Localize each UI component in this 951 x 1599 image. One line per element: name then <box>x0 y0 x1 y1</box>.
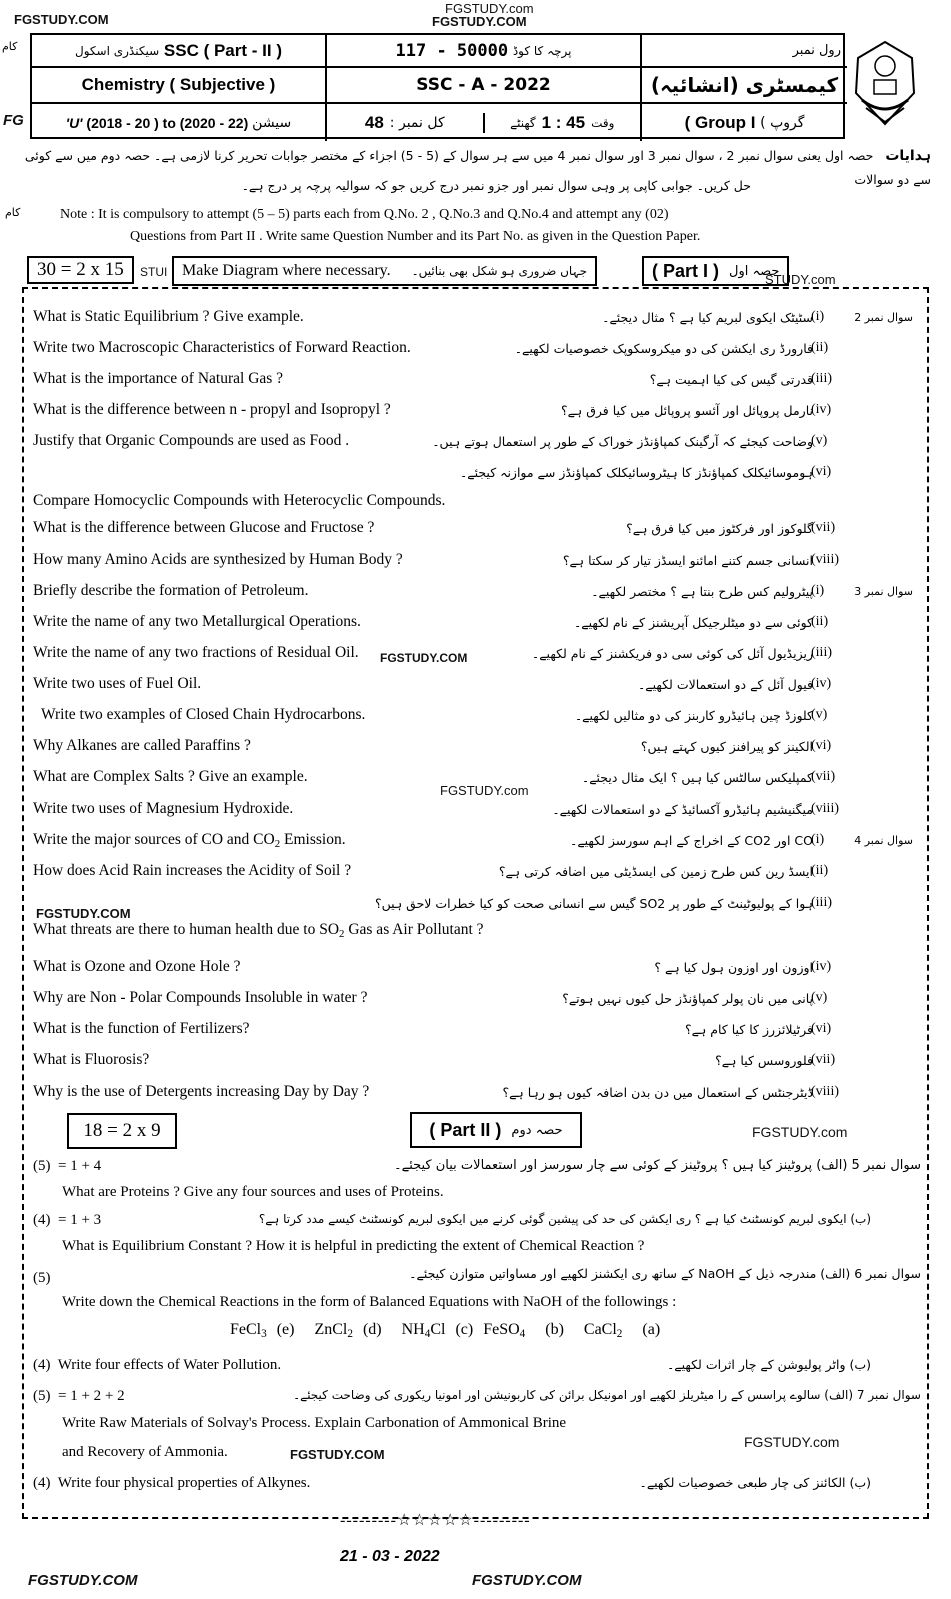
session-years: (2018 - 20 ) to (2020 - 22) <box>86 114 249 131</box>
question-row: Why Alkanes are called Paraffins ? الکینز کو پیرافنز کیوں کہتے ہیں؟ (vi) <box>33 737 832 754</box>
question-row: Write the name of any two Metallurgical Operations. کوئی سے دو میٹلرجیکل آپریشنز کے نام لکھیے۔ (ii) <box>33 613 829 630</box>
q6b-urdu: (ب) واٹر پولیوشن کے چار اثرات لکھیے۔ <box>666 1357 871 1372</box>
group-label: ( Group I <box>684 112 756 132</box>
watermark: FGSTUDY.COM <box>472 1572 582 1589</box>
diagram-note-box: Make Diagram where necessary. جہاں ضروری ہو شکل بھی بنائیں۔ <box>172 256 597 286</box>
session-cell: 'U' (2018 - 20 ) to (2020 - 22) سیشن <box>32 104 327 141</box>
part2-title-box: ( Part II ) حصہ دوم <box>410 1112 582 1148</box>
q7a-english-2: and Recovery of Ammonia. <box>62 1444 228 1460</box>
exam-code-cell <box>327 68 642 104</box>
question-row: ہوا کے پولیوٹینٹ کے طور پر SO2 گیس سے انسانی صحت کو کیا خطرات لاحق ہیں؟ (iii) <box>374 895 832 911</box>
watermark: FGSTUDY.com <box>445 1 534 16</box>
watermark: FGSTUDY.COM <box>14 12 109 27</box>
question-row: How many Amino Acids are synthesized by Human Body ? انسانی جسم کتنے امائنو ایسڈز تیار کر سکتا ہے؟ (viii) <box>33 551 839 568</box>
q5b-english: What is Equilibrium Constant ? How it is helpful in predicting the extent of Chemical Reaction ? <box>62 1238 645 1254</box>
q7a-english-1: Write Raw Materials of Solvay's Process. Explain Carbonation of Ammonical Brine <box>62 1415 567 1431</box>
question-row: Why is the use of Detergents increasing Day by Day ? ڈیٹرجنٹس کے استعمال میں دن بدن اضافہ کیوں ہو رہا ہے؟ (viii) <box>33 1083 839 1100</box>
watermark: FGSTUDY.COM <box>380 651 468 665</box>
watermark: FG <box>3 112 24 129</box>
question-row: Briefly describe the formation of Petroleum. پیٹرولیم کس طرح بنتا ہے ؟ مختصر لکھیے۔ (i) سوال نمبر 3 <box>33 582 913 599</box>
q6a-marks: (5) <box>33 1270 51 1286</box>
question-row: What is the function of Fertilizers? فرٹیلائزرز کا کیا کام ہے؟ (vi) <box>33 1020 832 1037</box>
exam-title: SSC ( Part - II ) <box>163 40 282 60</box>
watermark: FGSTUDY.COM <box>290 1447 385 1462</box>
watermark: FGSTUDY.COM <box>36 906 131 921</box>
instructions-urdu-line2: حل کریں۔ جوابی کاپی پر وہی سوال نمبر اور جزو نمبر درج کریں جو کہ سوالیہ پرچہ پر درج ہے۔ <box>241 178 751 193</box>
question-row: What are Complex Salts ? Give an example. کمپلیکس سالٹس کیا ہیں ؟ ایک مثال دیجئے۔ (vii) <box>33 768 836 785</box>
watermark: FGSTUDY.com <box>440 783 529 798</box>
q7b-row: (4) Write four physical properties of Alkynes. <box>33 1475 311 1491</box>
question-row: ہوموسائیکلک کمپاؤنڈز کا ہیٹروسائیکلک کمپاؤنڈز سے موازنہ کیجئے۔ (vi) <box>459 464 832 480</box>
question-row: Write the major sources of CO and $CO_2$ Emission. CO اور CO2 کے اخراج کے اہم سورسز لکھیے۔ (i) سوال نمبر 4 <box>33 830 913 850</box>
paper-code: 117 - 50000 <box>395 40 509 61</box>
instructions-note: Note : It is compulsory to attempt (5 – 5) parts each from Q.No. 2 , Q.No.3 and Q.No.4 and attempt any (02) Questions from Part II . Write same Question Number and its Part No. as given in the Question Paper. <box>60 207 701 244</box>
question-row: What is Ozone and Ozone Hole ? اوزون اور اوزون ہول کیا ہے ؟ (iv) <box>33 958 832 975</box>
marks-time-cell <box>327 104 642 141</box>
watermark: STUI <box>140 265 168 279</box>
roll-no-label: رول نمبر <box>792 43 841 58</box>
question-row: Write the name of any two fractions of Residual Oil. ریزیڈیول آئل کی کوئی سی دو فریکشنز کے نام لکھیے۔ (iii) <box>33 644 832 661</box>
part2-marks-box: 18 = 2 x 9 <box>67 1113 177 1149</box>
q7a-urdu: سوال نمبر 7 (الف) سالوے پراسس کے را میٹریلز لکھیے اور امونیکل برائن کی کاربونیشن اور امونیا ریکوری کی وضاحت کیجئے۔ <box>293 1388 921 1402</box>
subject-urdu-cell <box>642 68 847 104</box>
part1-title-box: ( Part I ) حصہ اول <box>642 256 789 286</box>
instructions-title: ہدایات <box>885 148 931 164</box>
question-row: Write two examples of Closed Chain Hydrocarbons. کلوزڈ چین ہائیڈرو کاربنز کی دو مثالیں لکھیے۔ (v) <box>41 706 828 723</box>
question-row: What is the importance of Natural Gas ? قدرتی گیس کی کیا اہمیت ہے؟ (iii) <box>33 370 832 387</box>
roll-no-cell <box>642 35 847 68</box>
watermark: FGSTUDY.com <box>744 1434 840 1450</box>
instructions-urdu: ہدایات حصہ اول یعنی سوال نمبر 2 ، سوال نمبر 3 اور سوال نمبر 4 میں سے ہر سوال کے (5 - 5) اجزاء کے مختصر جوابات تحریر کرنا لازمی ہے۔ حصہ دوم میں سے کوئی سے دو سوالات <box>24 148 931 187</box>
q6a-english: Write down the Chemical Reactions in the form of Balanced Equations with NaOH of the followings : <box>62 1294 677 1310</box>
question-row: Write two Macroscopic Characteristics of Forward Reaction. فارورڈ ری ایکشن کی دو میکروسکوپک خصوصیات لکھیے۔ (ii) <box>33 339 829 356</box>
watermark: FGSTUDY.COM <box>432 14 527 29</box>
q7b-urdu: (ب) الکائنز کی چار طبعی خصوصیات لکھیے۔ <box>639 1475 871 1490</box>
watermark: FGSTUDY.COM <box>28 1572 138 1589</box>
watermark: STUDY.com <box>765 272 836 287</box>
q5b-urdu: (ب) ایکوی لبریم کونسٹنٹ کیا ہے ؟ ری ایکشن کی حد کی پیشین گوئی کرنے میں ایکوی لبریم کونسٹنٹ کیسے مدد کرتا ہے؟ <box>258 1212 871 1226</box>
watermark: FGSTUDY.com <box>752 1124 848 1140</box>
group-cell: ( Group I گروپ ) <box>684 112 805 132</box>
question-row: What is the difference between n - propyl and Isopropyl ? نارمل پروپائل اور آئسو پروپائل میں کیا فرق ہے؟ (iv) <box>33 401 832 418</box>
paper-code-cell: 117 - 50000 پرچہ کا کوڈ <box>327 35 642 68</box>
time-allowed: گھنٹے 1 : 45 وقت <box>510 112 615 132</box>
q5b-marks: (4) = 1 + 3 <box>33 1212 102 1228</box>
part1-marks-box: 30 = 2 x 15 <box>27 256 134 284</box>
subject-urdu: کیمسٹری (انشائیہ) <box>650 73 839 97</box>
q5a-english: What are Proteins ? Give any four sources and uses of Proteins. <box>62 1184 444 1200</box>
q6b-row: (4) Write four effects of Water Pollution. <box>33 1357 282 1373</box>
exam-cell: سیکنڈری اسکول SSC ( Part - II ) <box>32 35 327 68</box>
q5a-urdu: سوال نمبر 5 (الف) پروٹینز کیا ہیں ؟ پروٹینز کے کوئی سے چار سورسز اور استعمالات بیان کیجئے۔ <box>393 1158 921 1173</box>
header-table <box>30 33 845 139</box>
subject-cell <box>32 68 327 104</box>
exam-code: SSC - A - 2022 <box>416 75 551 95</box>
exam-date: 21 - 03 - 2022 <box>340 1548 440 1565</box>
q5a-marks: (5) = 1 + 4 <box>33 1158 102 1174</box>
subject-title: Chemistry ( Subjective ) <box>81 75 276 94</box>
side-mark: کام <box>5 206 21 219</box>
end-of-paper-mark: ---------☆☆☆☆☆--------- <box>340 1512 531 1529</box>
question-row: What threats are there to human health due to $SO_2$ Gas as Air Pollutant ? <box>33 920 484 940</box>
q7a-marks: (5) = 1 + 2 + 2 <box>33 1388 125 1404</box>
q6a-urdu: سوال نمبر 6 (الف) مندرجہ ذیل کے NaOH کے ساتھ ری ایکشنز لکھیے اور مساواتیں متوازن کیجئے۔ <box>409 1266 921 1281</box>
question-row: Justify that Organic Compounds are used as Food . وضاحت کیجئے کہ آرگینک کمپاؤنڈز خوراک کے طور پر استعمال ہوتے ہیں۔ (v) <box>33 432 828 449</box>
question-row: Write two uses of Magnesium Hydroxide. میگنیشیم ہائیڈرو آکسائیڈ کے دو استعمالات لکھیے۔ (viii) <box>33 800 839 817</box>
question-row: Compare Homocyclic Compounds with Heterocyclic Compounds. <box>33 492 446 509</box>
question-row: What is Static Equilibrium ? Give example. سٹیٹک ایکوی لبریم کیا ہے ؟ مثال دیجئے۔ (i) سوال نمبر 2 <box>33 308 913 325</box>
side-mark: کام <box>2 40 18 53</box>
question-row: Why are Non - Polar Compounds Insoluble in water ? پانی میں نان پولر کمپاؤنڈز حل کیوں نہیں ہوتے؟ (v) <box>33 989 828 1006</box>
total-marks: 48 کل نمبر : <box>327 113 485 133</box>
question-row: What is Fluorosis? فلوروسس کیا ہے؟ (vii) <box>33 1051 836 1068</box>
question-row: How does Acid Rain increases the Acidity of Soil ? ایسڈ رین کس طرح زمین کی ایسڈیٹی میں اضافہ کرتی ہے؟ (ii) <box>33 862 829 879</box>
board-logo-icon <box>852 38 918 128</box>
question-row: What is the difference between Glucose and Fructose ? گلوکوز اور فرکٹوز میں کیا فرق ہے؟ (vii) <box>33 519 836 536</box>
q6a-formulas: FeCl$_3$ (e) ZnCl$_2$ (d) $NH_4Cl$ (c) FeSO$_4$ (b) CaCl$_2$ (a) <box>230 1321 661 1340</box>
question-row: Write two uses of Fuel Oil. فیول آئل کے دو استعمالات لکھیے۔ (iv) <box>33 675 832 692</box>
